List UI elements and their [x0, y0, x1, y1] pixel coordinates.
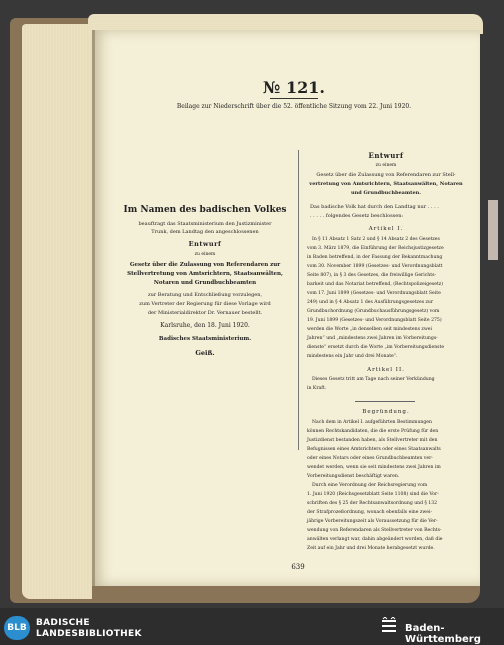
- article-1-line: vom 17. Juni 1899 (Gesetzes- und Verordnungsblatt Seite: [307, 291, 441, 296]
- begruendung-line: jährige Vorbereitungszeit als Voraussetzung für die Ver-: [307, 519, 438, 524]
- left-law-title-line: Stellvertretung von Amtsrichtern, Staatsanwälten,: [127, 271, 283, 277]
- left-date: Karlsruhe, den 18. Juni 1920.: [160, 322, 250, 329]
- article-2-line: in Kraft.: [307, 386, 327, 391]
- begruendung-line: der Strafprozeßordnung, wonach ebenfalls eine zwei-: [307, 510, 433, 515]
- article-1-line: werden die Worte „in denselben seit mindestens zwei: [307, 327, 432, 332]
- right-preamble-line: Das badische Volk hat durch den Landtag nur . . . .: [310, 204, 439, 210]
- begruendung-line: Nach dem in Artikel I. aufgeführten Bestimmungen: [312, 420, 432, 425]
- right-law-title-line: vertretung von Amtsrichtern, Staatsanwälten, Notaren: [309, 181, 463, 187]
- bw-label[interactable]: Baden-Württemberg: [405, 623, 481, 645]
- page-edges: [22, 24, 92, 599]
- article-1-line: dienste“ ersetzt durch die Worte „im Vorbereitungsdienste: [307, 345, 445, 350]
- article-1-line: Seite 807), in § 3 des Gesetzes, die freiwillige Gerichts-: [307, 273, 437, 278]
- section-divider: [355, 401, 415, 402]
- right-law-title-line: Gesetz über die Zulassung von Referendaren zur Stell-: [316, 172, 456, 178]
- begruendung-line: 1. Juni 1920 (Reichsgesetzblatt Seite 1108) sind die Vor-: [307, 492, 439, 497]
- begruendung-line: Zeit auf ein Jahr und drei Monate herabgesetzt wurde.: [307, 546, 435, 551]
- left-law-title-line: Gesetz über die Zulassung von Referendaren zur: [129, 262, 281, 268]
- left-entwurf: Entwurf: [188, 240, 222, 248]
- article-1-line: 19. Juni 1899 (Gesetzes- und Verordnungsblatt Seite 275): [307, 318, 442, 323]
- page-tab-marker: [488, 200, 498, 260]
- column-divider: [298, 150, 299, 450]
- left-signature: Geiß.: [195, 349, 215, 357]
- begruendung-line: Befugnissen eines Amtsrichters oder eines Staatsanwalts: [307, 447, 441, 452]
- article-1-line: Grundbuchordnung (Grundbuchausführungsgesetz) vom: [307, 309, 440, 314]
- blb-logo[interactable]: BLB: [4, 616, 30, 640]
- number-underline: [270, 98, 318, 99]
- begruendung-heading: Begründung.: [362, 409, 410, 415]
- begruendung-line: schriften des § 25 der Rechtsanwaltsordnung und § 132: [307, 501, 438, 506]
- begruendung-line: anwälten verlangt war, dahin abgeändert worden, daß die: [307, 537, 443, 542]
- article-1-line: In § 11 Absatz 1 Satz 2 und § 14 Absatz 2 des Gesetzes: [312, 237, 440, 242]
- gutter-shadow: [92, 30, 95, 586]
- article-1-line: vom 30. November 1899 (Gesetzes- und Verordnungsblatt: [307, 264, 443, 269]
- article-1-line: Jahren“ und „mindestens zwei Jahren im Vorbereitungs-: [307, 336, 438, 341]
- bw-lions-icon: [380, 617, 398, 637]
- begruendung-line: wendung von Referendaren als Stellvertreter von Rechts-: [307, 528, 442, 533]
- document-subtitle: Beilage zur Niederschrift über die 52. öffentliche Sitzung vom 22. Juni 1920.: [176, 103, 412, 110]
- right-entwurf: Entwurf: [368, 151, 404, 160]
- left-body-line: zum Vertreter der Regierung für diese Vorlage wird: [139, 301, 271, 307]
- blb-name-line1: BADISCHE: [36, 618, 90, 628]
- page-number: 639: [291, 563, 305, 571]
- left-heading: Im Namen des badischen Volkes: [123, 205, 287, 215]
- article-1-line: barkeit und das Notariat betreffend, (Rechtspolizeigesetz): [307, 282, 444, 287]
- begruendung-line: können Rechtskandidaten, die die erste Prüfung für den: [307, 429, 439, 434]
- article-1-line: vom 3. März 1879, die Einführung der Reichsjustizgesetze: [307, 246, 444, 251]
- left-zu-einem: zu einem: [194, 252, 216, 257]
- article-2-line: Dieses Gesetz tritt am Tage nach seiner Verkündung: [312, 377, 435, 382]
- right-law-title-line: und Grundbuchbeamten.: [350, 190, 422, 196]
- left-body-line: zur Beratung und Entschließung vorzulegen,: [147, 292, 263, 298]
- article-1-line: mindestens ein Jahr und drei Monate“.: [307, 354, 398, 359]
- left-ministry: Badisches Staatsministerium.: [158, 336, 252, 342]
- begruendung-line: oder eines Notars oder eines Grundbuchbeamten ver-: [307, 456, 433, 461]
- article-1-heading: Artikel I.: [368, 226, 404, 232]
- article-1-line: in Baden betreffend, in der Fassung der Bekanntmachung: [307, 255, 443, 260]
- article-1-line: 249) und in § 4 Absatz 1 des Ausführungsgesetzes zur: [307, 300, 434, 305]
- document-number: № 121.: [263, 78, 325, 97]
- right-zu-einem: zu einem: [375, 163, 397, 168]
- begruendung-line: Durch eine Verordnung der Reichsregierung vom: [312, 483, 428, 488]
- left-intro-line: beauftragt das Staatsministerium den Justizminister: [138, 221, 272, 227]
- begruendung-line: wendet werden, wenn sie seit mindestens zwei Jahren im: [307, 465, 441, 470]
- begruendung-line: Vorbereitungsdienst beschäftigt waren.: [307, 474, 400, 479]
- article-2-heading: Artikel II.: [367, 367, 405, 373]
- begruendung-line: Justizdienst bestanden haben, als Stellvertreter mit den: [307, 438, 438, 443]
- left-intro-line: Trunk, dem Landtag den angeschlossenen: [151, 229, 259, 235]
- right-preamble-line: . . . . . folgendes Gesetz beschlossen:: [310, 213, 404, 219]
- left-body-line: der Ministerialdirektor Dr. Vernauer bestellt.: [147, 310, 263, 316]
- blb-name-line2: LANDESBIBLIOTHEK: [36, 629, 142, 639]
- left-law-title-line: Notaren und Grundbuchbeamten: [153, 280, 257, 286]
